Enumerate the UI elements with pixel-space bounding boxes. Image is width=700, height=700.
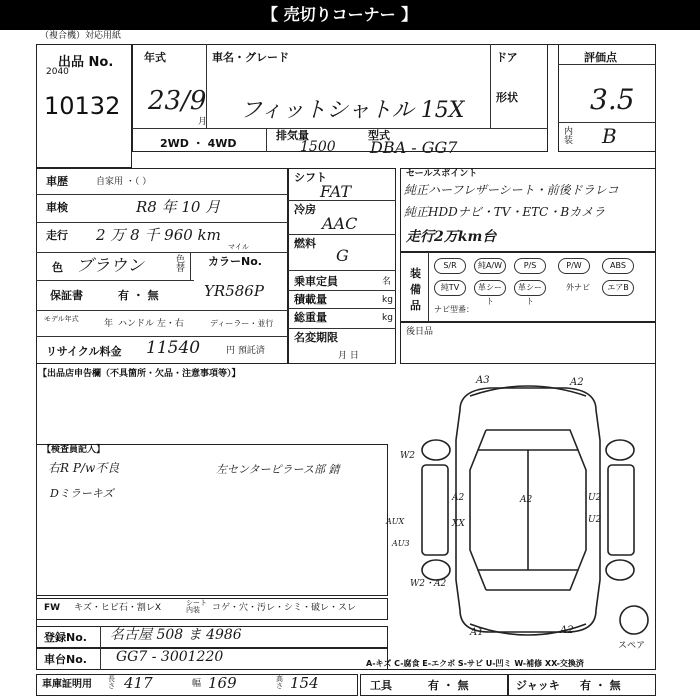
color-label: 色 bbox=[52, 261, 63, 274]
color-change: 色替 bbox=[176, 255, 186, 274]
year-suffix: 月 bbox=[198, 117, 208, 127]
mark-3: W2 bbox=[400, 451, 415, 461]
registration-label: 登録No. bbox=[44, 631, 87, 644]
equip-seat1: 革シート bbox=[474, 280, 506, 296]
afterfit-box bbox=[400, 322, 656, 364]
tools-label: 工具 bbox=[370, 679, 392, 692]
namechange-label: 名変期限 bbox=[294, 331, 338, 344]
sales-line-1: 純正ハーフレザーシート・前後ドラレコ bbox=[404, 183, 619, 197]
interior-label: 内装 bbox=[564, 127, 574, 146]
name-label: 車名・グレード bbox=[212, 51, 289, 64]
sales-line-3: 走行2万km台 bbox=[406, 229, 497, 245]
interior-value: B bbox=[602, 124, 617, 148]
lot-label: 出品 No. bbox=[58, 55, 114, 70]
legend: A-キズ C-腐食 E-エクボ S-サビ U-凹ミ W-補修 XX-交換済 bbox=[366, 659, 584, 668]
top-note: （複合機）対応用紙 bbox=[40, 31, 122, 41]
shift-label: シフト bbox=[294, 171, 327, 184]
mark-11: W2・A2 bbox=[410, 579, 447, 589]
weight-unit: kg bbox=[382, 313, 393, 323]
inspector-note-1: 右R P/w不良 bbox=[48, 461, 120, 475]
shape-label: 形状 bbox=[496, 91, 518, 104]
equip-airbag: エアB bbox=[602, 280, 634, 296]
drive-type: 2WD ・ 4WD bbox=[160, 137, 237, 150]
chassis-label: 車台No. bbox=[44, 653, 87, 666]
equip-abs: ABS bbox=[602, 258, 634, 274]
afterfit-label: 後日品 bbox=[406, 327, 434, 337]
handle: ハンドル 左・右 bbox=[118, 319, 184, 329]
recycle-value: 11540 bbox=[146, 338, 201, 358]
sales-line-2: 純正HDDナビ・TV・ETC・Bカメラ bbox=[404, 205, 606, 219]
mark-2: A2 bbox=[570, 377, 584, 388]
fw-label: FW bbox=[44, 603, 61, 613]
length-label: 長さ bbox=[108, 675, 115, 690]
mark-9: AU3 bbox=[392, 539, 410, 548]
shaken-label: 車検 bbox=[46, 201, 68, 214]
height-value: 154 bbox=[290, 674, 319, 692]
seller-notes: 【出品店申告欄（不具箇所・欠品・注意事項等）】 bbox=[38, 369, 241, 379]
mark-6: U2 bbox=[588, 493, 602, 503]
spare-label: スペア bbox=[618, 641, 646, 651]
colorcode-value: YR586P bbox=[204, 282, 264, 300]
type-label: 型式 bbox=[368, 129, 390, 142]
mark-10: U2 bbox=[588, 515, 602, 525]
model-label: モデル年式 bbox=[44, 315, 79, 323]
equipment-label: 装備品 bbox=[410, 267, 421, 312]
model-year: 年 bbox=[104, 319, 114, 329]
mark-7: AUX bbox=[386, 517, 405, 526]
sales-label: セールスポイント bbox=[406, 169, 478, 179]
mark-1: A3 bbox=[476, 375, 490, 386]
fuel-label: 燃料 bbox=[294, 237, 316, 250]
mark-12: A1 bbox=[470, 627, 484, 638]
mileage-mile: マイル bbox=[228, 243, 249, 251]
rekisi-value: 自家用 ・（ ） bbox=[96, 177, 152, 187]
score-value: 3.5 bbox=[590, 83, 635, 116]
jack-value: 有 ・ 無 bbox=[580, 679, 621, 692]
displacement-label: 排気量 bbox=[276, 129, 309, 142]
dealer: ディーラー・並行 bbox=[210, 319, 274, 328]
inspector-note-2: Dミラーキズ bbox=[50, 487, 114, 500]
shaken-value: R8 年 10 月 bbox=[136, 198, 221, 216]
equip-ps: P/S bbox=[514, 258, 546, 274]
height-label: 高さ bbox=[276, 675, 283, 690]
recycle-label: リサイクル料金 bbox=[46, 345, 122, 358]
tools-value: 有 ・ 無 bbox=[428, 679, 469, 692]
navi-model: ナビ型番： bbox=[434, 305, 474, 314]
inspector-label: 【検査員記入】 bbox=[42, 445, 106, 455]
color-value: ブラウン bbox=[76, 256, 144, 276]
weight-label: 総重量 bbox=[294, 311, 327, 324]
equip-navi-ext: 外ナビ bbox=[566, 283, 590, 292]
recycle-unit: 円 預託済 bbox=[226, 346, 265, 356]
car-diagram bbox=[400, 370, 656, 660]
equip-seat2: 革シート bbox=[514, 280, 546, 296]
inspector-note-3: 左センターピラース部 錆 bbox=[216, 463, 340, 476]
namechange-unit: 月 日 bbox=[338, 351, 359, 361]
seat-value: コゲ・穴・汚レ・シミ・破レ・スレ bbox=[212, 603, 357, 613]
mark-4: A2 bbox=[452, 493, 465, 503]
lot-code: 2040 bbox=[46, 67, 69, 77]
displacement-value: 1500 bbox=[300, 139, 336, 155]
lot-number: 10132 bbox=[44, 92, 121, 120]
equip-sr: S/R bbox=[434, 258, 466, 274]
equip-tv: 純TV bbox=[434, 280, 466, 296]
capacity-unit: 名 bbox=[382, 277, 392, 287]
equip-pw: P/W bbox=[558, 258, 590, 274]
mark-13: A2 bbox=[560, 625, 574, 636]
cooler-label: 冷房 bbox=[294, 203, 316, 216]
chassis-value: GG7 - 3001220 bbox=[116, 649, 224, 665]
mileage-value: 2 万 8 千 960 km bbox=[96, 226, 221, 244]
year-value: 23/9 bbox=[148, 86, 207, 116]
rekisi-label: 車歴 bbox=[46, 175, 68, 188]
mark-5: A2 bbox=[520, 495, 533, 505]
year-label: 年式 bbox=[144, 51, 166, 64]
shift-value: FAT bbox=[320, 182, 352, 201]
name-value: フィットシャトル 15X bbox=[240, 98, 465, 123]
fw-value: キズ・ヒビ石・割レX bbox=[74, 603, 161, 613]
banner-title: 【 売切りコーナー 】 bbox=[262, 5, 418, 24]
registration-value: 名古屋 508 ま 4986 bbox=[110, 627, 242, 643]
door-label: ドア bbox=[496, 51, 518, 64]
width-label: 幅 bbox=[192, 679, 202, 689]
type-value: DBA - GG7 bbox=[370, 138, 458, 157]
load-label: 積載量 bbox=[294, 293, 327, 306]
colorcode-label: カラーNo. bbox=[208, 255, 262, 268]
cooler-value: AAC bbox=[322, 214, 358, 233]
warranty-value: 有 ・ 無 bbox=[118, 289, 159, 302]
capacity-label: 乗車定員 bbox=[294, 275, 338, 288]
equip-aw: 純A/W bbox=[474, 258, 506, 274]
certificate-label: 車庫証明用 bbox=[42, 679, 92, 690]
score-label: 評価点 bbox=[584, 51, 617, 64]
mileage-label: 走行 bbox=[46, 229, 68, 242]
mark-8: XX bbox=[452, 519, 465, 529]
seat-label: シート内装 bbox=[186, 599, 207, 614]
width-value: 169 bbox=[208, 674, 237, 692]
load-unit: kg bbox=[382, 295, 393, 305]
warranty-label: 保証書 bbox=[50, 289, 83, 302]
fuel-value: G bbox=[336, 246, 349, 265]
length-value: 417 bbox=[124, 674, 153, 692]
jack-label: ジャッキ bbox=[516, 679, 560, 692]
